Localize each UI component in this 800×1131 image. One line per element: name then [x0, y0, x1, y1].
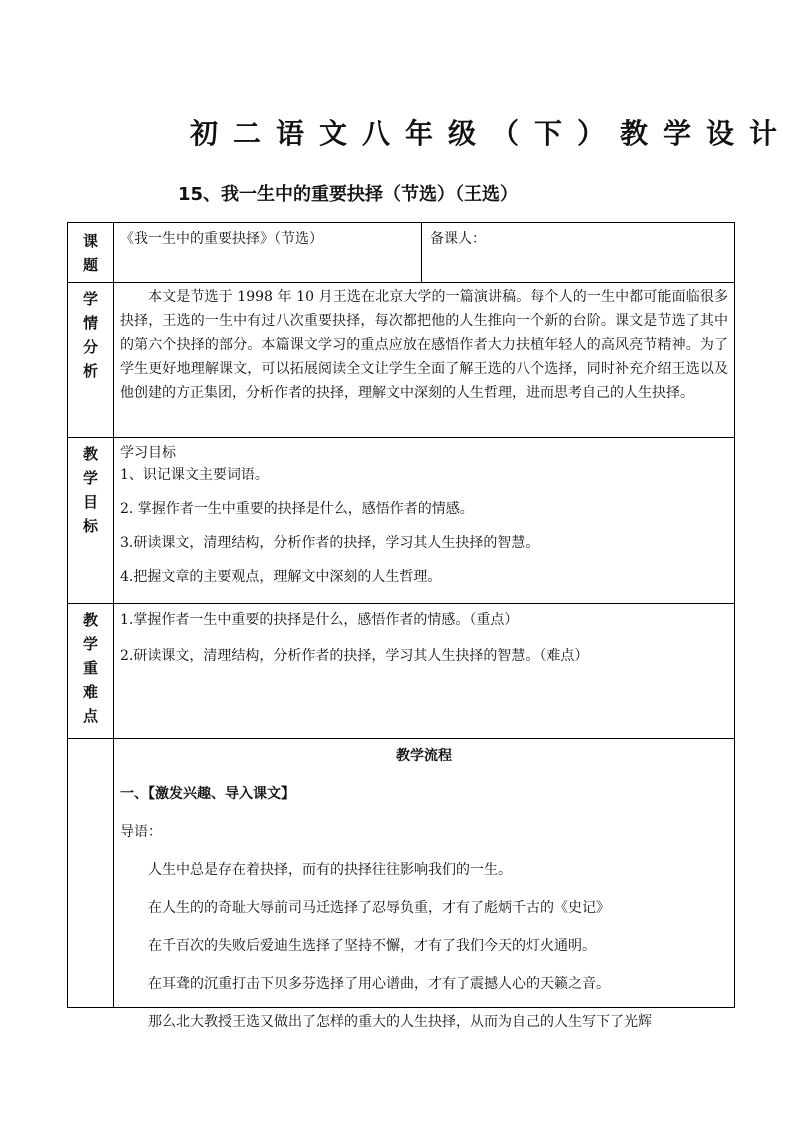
topic-text: 《我一生中的重要抉择》（节选） — [120, 231, 323, 247]
key-point-item: 2.研读课文，清理结构，分析作者的抉择，学习其人生抉择的智慧。（难点） — [120, 648, 589, 664]
row-teaching-flow — [68, 739, 734, 1030]
key-point-item: 1.掌握作者一生中重要的抉择是什么，感悟作者的情感。（重点） — [120, 612, 519, 628]
goals-heading: 学习目标 — [120, 445, 176, 461]
intro-line: 人生中总是存在着抉择，而有的抉择往往影响我们的一生。 — [148, 862, 512, 878]
row-goals — [68, 438, 734, 604]
analysis-cell — [114, 283, 734, 437]
row-label-key-points: 教 学 重 难 点 — [68, 604, 114, 738]
goal-item: 1、识记课文主要词语。 — [120, 467, 269, 483]
intro-line: 在人生的的奇耻大辱前司马迁选择了忍辱负重，才有了彪炳千古的《史记》 — [148, 900, 610, 916]
goal-item: 2. 掌握作者一生中重要的抉择是什么，感悟作者的情感。 — [120, 501, 474, 517]
analysis-text: 本文是节选于 1998 年 10 月王选在北京大学的一篇演讲稿。每个人的一生中都可能面临很多抉择，王选的一生中有过八次重要抉择，每次都把他的人生推向一个新的台阶。课文是节选了其中的第六个抉择的部分。本篇课文学习的重点应放在感悟作者大力扶植年轻人的高风亮节精神。为了学生更好地理解课文，可以拓展阅读全文让学生全面了解王选的八个选择，同时补充介绍王选以及他创建的方正集团，分析作者的抉择，理解文中深刻的人生哲理，进而思考自己的人生抉择。 — [120, 289, 728, 401]
section-heading: 一、【激发兴趣、导入课文】 — [120, 786, 295, 802]
intro-line: 那么北大教授王选又做出了怎样的重大的人生抉择，从而为自己的人生写下了光辉 — [148, 1014, 652, 1030]
row-key-points — [68, 604, 734, 739]
intro-line: 在耳聋的沉重打击下贝多芬选择了用心谱曲，才有了震撼人心的天籁之音。 — [148, 976, 610, 992]
row-topic — [68, 223, 734, 283]
goal-item: 3.研读课文，清理结构，分析作者的抉择，学习其人生抉择的智慧。 — [120, 535, 540, 551]
flow-heading: 教学流程 — [396, 748, 452, 764]
goal-item: 4.把握文章的主要观点，理解文中深刻的人生哲理。 — [120, 569, 442, 585]
row-analysis — [68, 283, 734, 438]
intro-label: 导语： — [120, 824, 162, 840]
flow-cell — [114, 739, 734, 1030]
row-label-flow — [68, 739, 114, 1007]
lesson-plan-table — [67, 222, 735, 1030]
topic-cell — [114, 223, 413, 282]
row-label-analysis: 学 情 分 析 — [68, 283, 114, 437]
key-points-cell — [114, 604, 734, 738]
document-title: 初二语文八年级（下）教学设计 — [190, 117, 793, 150]
preparer-label: 备课人： — [430, 231, 486, 247]
row-label-goals: 教 学 目 标 — [68, 438, 114, 603]
goals-cell — [114, 438, 734, 603]
intro-line: 在千百次的失败后爱迪生选择了坚持不懈，才有了我们今天的灯火通明。 — [148, 938, 596, 954]
preparer-cell — [421, 223, 734, 282]
lesson-subtitle: 15、我一生中的重要抉择（节选）（王选） — [178, 184, 519, 205]
row-label-topic: 课 题 — [68, 223, 114, 282]
